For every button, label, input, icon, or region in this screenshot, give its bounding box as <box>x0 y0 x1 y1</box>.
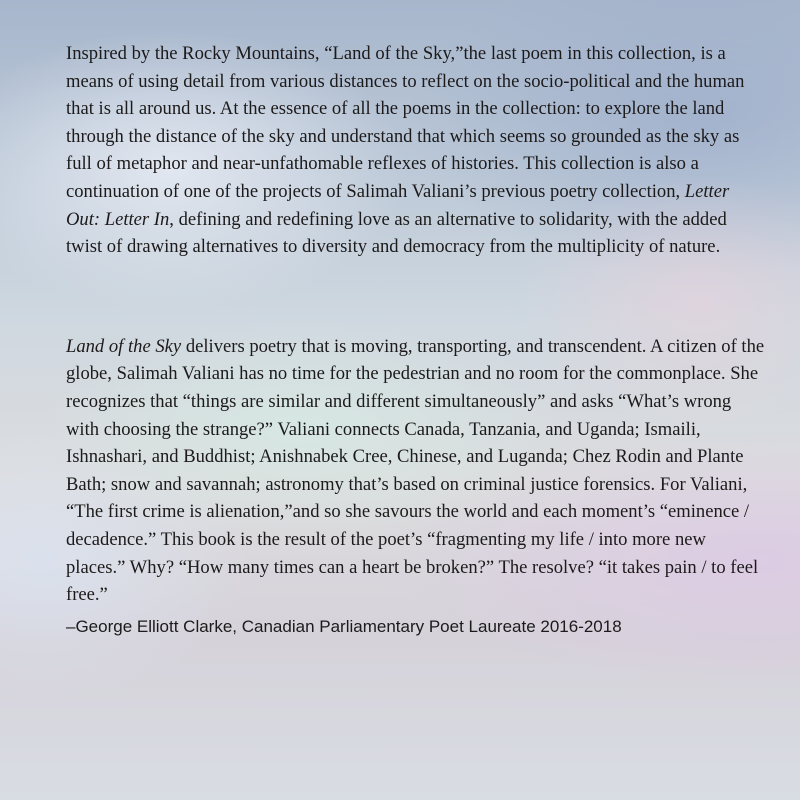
book-title: Land of the Sky <box>66 335 182 357</box>
review-paragraph <box>66 333 766 609</box>
description-paragraph <box>66 40 766 261</box>
review-text: delivers poetry that is moving, transporting, and transcendent. A citizen of the globe, Salimah Valiani has no time for the pedestrian and no room for the commonplace. She recognizes that “things are similar and different simultaneously” and asks “What’s wrong with choosing the strange?” Valiani connects Canada, Tanzania, and Uganda; Ismaili, Ishnashari, and Buddhist; Anishnabek Cree, Chinese, and Luganda; Chez Rodin and Plante Bath; snow and savannah; astronomy that’s based on criminal justice forensics. For Valiani, “The first crime is alienation,”and so she savours the world and each moment’s “eminence / decadence.” This book is the result of the poet’s “fragmenting my life / into more new places.” Why? “How many times can a heart be broken?” The resolve? “it takes pain / to feel free.” <box>66 335 765 606</box>
description-text-start: Inspired by the Rocky Mountains, “Land of the Sky,”the last poem in this collection, is a means of using detail from various distances to reflect on the socio-political and the human that is all around us. At the essence of all the poems in the collection: to explore the land through the distance of the sky and understand that which seems so grounded as the sky as full of metaphor and near-unfathomable reflexes of histories. This collection is also a continuation of one of the projects of Salimah Valiani’s previous poetry collection, <box>66 43 745 202</box>
review-attribution: –George Elliott Clarke, Canadian Parliamentary Poet Laureate 2016-2018 <box>66 616 622 636</box>
back-cover-text <box>66 40 766 639</box>
description-text-end: , defining and redefining love as an alternative to solidarity, with the added twist of drawing alternatives to diversity and democracy from the multiplicity of nature. <box>66 208 727 258</box>
previous-book-title: Letter Out: Letter In <box>66 180 730 230</box>
